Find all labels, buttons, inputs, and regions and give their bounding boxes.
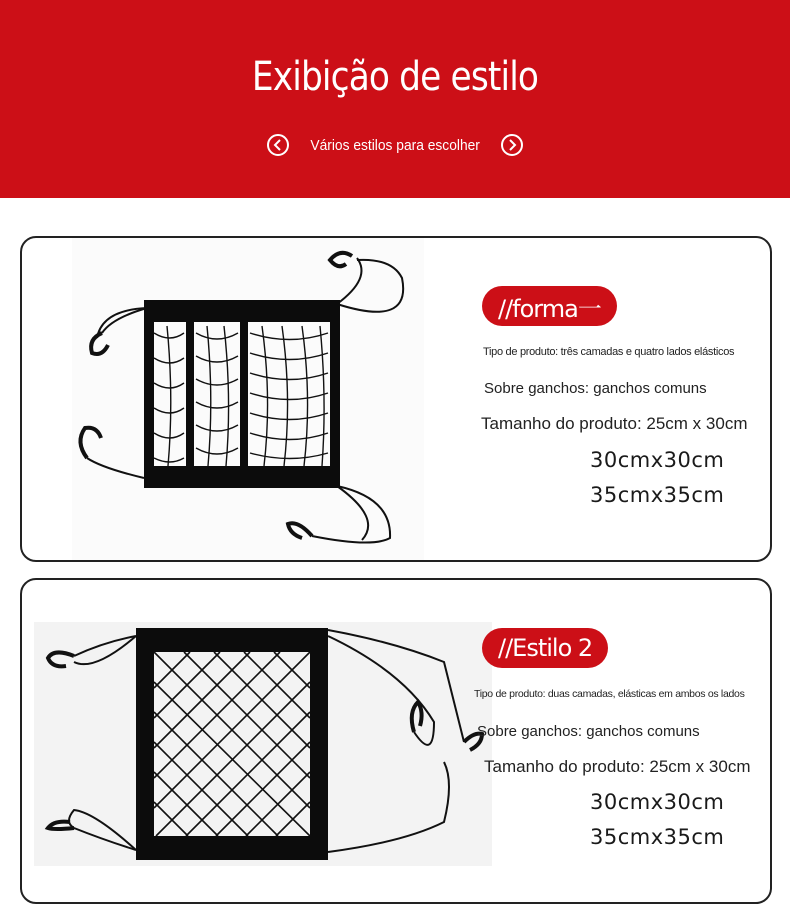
product-size-label-1: Tamanho do produto: 25cm x 30cm xyxy=(481,414,748,433)
header-banner xyxy=(0,0,790,198)
page-title: Exibição de estilo xyxy=(251,54,539,100)
size-option-2b: 35cmx35cm xyxy=(590,825,725,849)
banner-subtitle: Vários estilos para escolher xyxy=(310,136,480,154)
chevron-left-icon xyxy=(272,139,284,151)
size-option-1a: 30cmx30cm xyxy=(590,448,725,472)
size-option-2a: 30cmx30cm xyxy=(590,790,725,814)
product-type-2: Tipo de produto: duas camadas, elásticas em ambos os lados xyxy=(474,688,745,700)
hooks-info-1: Sobre ganchos: ganchos comuns xyxy=(484,380,707,397)
product-size-label-2: Tamanho do produto: 25cm x 30cm xyxy=(484,757,751,776)
hooks-info-2: Sobre ganchos: ganchos comuns xyxy=(477,723,700,740)
style-selector xyxy=(0,132,790,158)
chevron-right-icon xyxy=(506,139,518,151)
style-tag-1: //forma一 xyxy=(482,286,617,326)
product-photo-two-layer-net xyxy=(34,622,492,866)
style-card-1 xyxy=(20,236,772,562)
style-tag-2: //Estilo 2 xyxy=(482,628,608,668)
size-option-1b: 35cmx35cm xyxy=(590,483,725,507)
style-card-2 xyxy=(20,578,772,904)
product-type-1: Tipo de produto: três camadas e quatro lados elásticos xyxy=(483,346,735,358)
product-photo-three-layer-net xyxy=(72,238,424,560)
prev-style-button[interactable] xyxy=(267,134,289,156)
next-style-button[interactable] xyxy=(501,134,523,156)
